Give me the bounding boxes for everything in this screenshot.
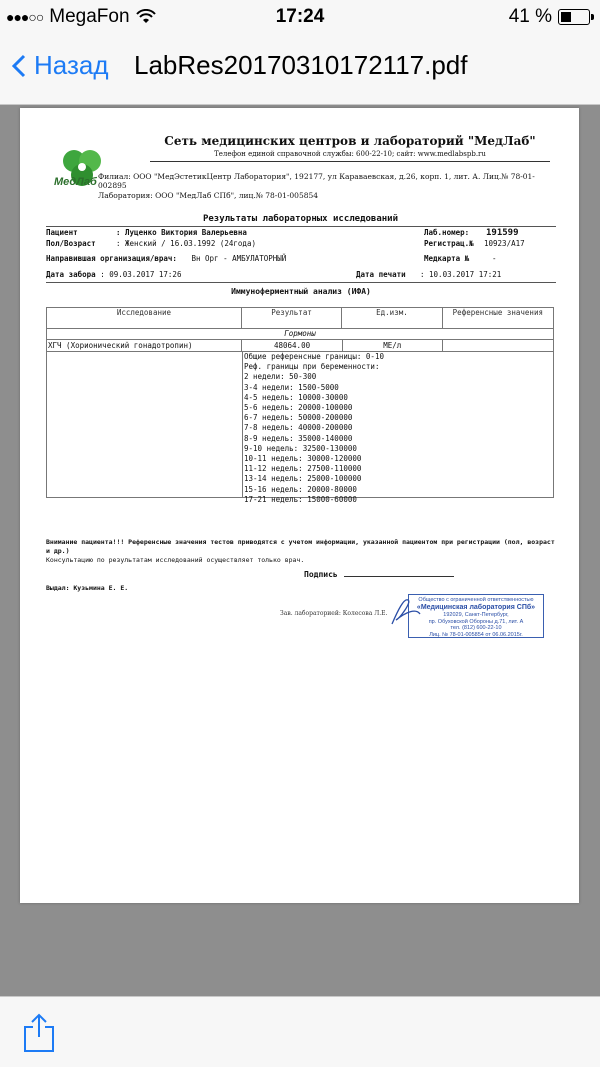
gender-row (46, 239, 556, 248)
org-title: Сеть медицинских центров и лабораторий "МедЛаб" (164, 134, 536, 148)
signature-scrawl-icon (386, 590, 426, 630)
test-result: 48064.00 (242, 340, 342, 351)
signature-label: Подпись (304, 570, 338, 579)
analysis-title: Иммуноферментный анализ (ИФА) (231, 287, 371, 296)
referral-label: Направившая организация/врач: (46, 254, 177, 263)
reference-line: Общие референсные границы: 0-10 (244, 352, 384, 361)
card-value: - (492, 254, 497, 263)
col-unit: Ед.изм. (342, 308, 442, 328)
labnum-value: 191599 (486, 228, 519, 238)
table-row (47, 340, 553, 352)
stamp-line: 192029, Санкт-Петербург, (443, 611, 509, 618)
group-hormones: Гормоны (47, 329, 553, 340)
bottom-toolbar (0, 996, 600, 1067)
reference-line: 15-16 недель: 20000-80000 (244, 484, 357, 494)
divider (46, 226, 556, 227)
labnum-label: Лаб.номер: (424, 228, 470, 237)
branch-info (98, 172, 558, 200)
col-ref: Референсные значения (452, 308, 543, 317)
back-label: Назад (34, 50, 109, 80)
pdf-page[interactable] (20, 108, 579, 903)
stamp-line: «Медицинская лаборатория СПб» (416, 603, 536, 611)
note-warning: Внимание пациента!!! Референсные значения тестов приводятся с учетом информации, указанной пациентом при регистрации (пол, возраст и др.) (46, 538, 555, 556)
print-label: Дата печати (356, 270, 406, 279)
dates-row (46, 270, 556, 279)
lab-info: Лаборатория: ООО "МедЛаб СПб", лиц.№ 78-01-005854 (98, 190, 319, 200)
stamp-line: пр. Обуховской Обороны д.71, лит. А (428, 618, 524, 625)
collect-label: Дата забора (46, 270, 96, 279)
reference-line: 7-8 недель: 40000-200000 (244, 423, 353, 433)
chevron-left-icon (12, 54, 26, 78)
patient-label: Пациент (46, 228, 78, 237)
reference-line: 17-21 недель: 15000-60000 (244, 494, 357, 504)
patient-note (46, 538, 556, 565)
reference-line: 9-10 недель: 32500-130000 (244, 443, 357, 453)
logo-text: МедЛаб (54, 176, 97, 188)
reference-line: 4-5 недель: 10000-30000 (244, 392, 348, 402)
org-phone: Телефон единой справочной службы: 600-22-10; сайт: www.medlabspb.ru (150, 150, 550, 162)
divider (46, 282, 556, 283)
stamp-line: тел. (812) 600-22-10 (450, 625, 502, 632)
patient-name: : Луценко Виктория Валерьевна (116, 228, 247, 237)
status-bar (0, 0, 600, 36)
battery-percent: 41 % (508, 6, 552, 27)
reference-list (243, 352, 449, 504)
test-ref (443, 340, 553, 351)
card-label: Медкарта № (424, 254, 470, 263)
col-study: Исследование (47, 308, 242, 328)
carrier-name: MegaFon (49, 6, 130, 27)
reference-line: 3-4 недели: 1500-5000 (244, 382, 339, 392)
reg-value: 10923/А17 (484, 239, 525, 248)
empty-cell (47, 352, 243, 497)
referral-row (46, 254, 556, 263)
branch-address: Филиал: ООО "МедЭстетикЦентр Лаборатория", 192177, ул Караваевская, д.26, корп. 1, лит. А. Лиц.№ 78-01-002895 (98, 172, 535, 191)
battery-icon (558, 9, 590, 25)
clock: 17:24 (275, 6, 325, 27)
page-title: LabRes20170310172117.pdf (134, 50, 468, 80)
reference-line: 6-7 недель: 50000-200000 (244, 413, 353, 423)
collect-value: : 09.03.2017 17:26 (100, 270, 182, 279)
stamp-line: Лиц. № 78-01-005854 от 06.06.2015г. (429, 631, 523, 638)
back-button[interactable] (12, 50, 109, 81)
reg-label: Регистрац.№ (424, 239, 474, 248)
section-title: Результаты лабораторных исследований (202, 214, 399, 224)
note-consult: Консультацию по результатам исследований осуществляет только врач. (46, 556, 305, 565)
test-unit: МЕ/л (343, 340, 443, 351)
reference-line: 13-14 недель: 25000-100000 (244, 474, 362, 484)
navigation-bar (0, 36, 600, 105)
battery-indicator (509, 6, 590, 28)
gender-label: Пол/Возраст (46, 239, 96, 248)
print-value: : 10.03.2017 17:21 (420, 270, 502, 279)
reference-line: 5-6 недель: 20000-100000 (244, 403, 353, 413)
test-name: ХГЧ (Хорионический гонадотропин) (47, 340, 242, 351)
results-table (46, 307, 554, 504)
reference-line: 8-9 недель: 35000-140000 (244, 433, 353, 443)
reference-line: 11-12 недель: 27500-110000 (244, 464, 362, 474)
signal-icon: ●●●○○ (6, 9, 44, 25)
reference-line: 10-11 недель: 30000-120000 (244, 454, 362, 464)
head-of-lab: Зав. лабораторией: Колесова Л.Е. (280, 610, 388, 617)
reference-line: 2 недели: 50-300 (244, 372, 317, 382)
stamp-line: Общество с ограниченной ответственностью (418, 597, 534, 603)
share-icon[interactable] (22, 1013, 56, 1053)
signature-line (304, 570, 454, 580)
reference-block (47, 352, 553, 504)
patient-row (46, 228, 556, 237)
battery-level (561, 12, 571, 22)
issued-by: Выдал: Кузьмина Е. Е. (46, 584, 129, 592)
table-header (47, 308, 553, 329)
lab-stamp (408, 594, 544, 638)
referral-value: Вн Орг - АМБУЛАТОРНЫЙ (191, 254, 287, 263)
reference-line: Реф. границы при беременности: (244, 362, 380, 372)
gender-value: : Женский / 16.03.1992 (24года) (116, 239, 256, 248)
col-result: Результат (242, 308, 342, 328)
